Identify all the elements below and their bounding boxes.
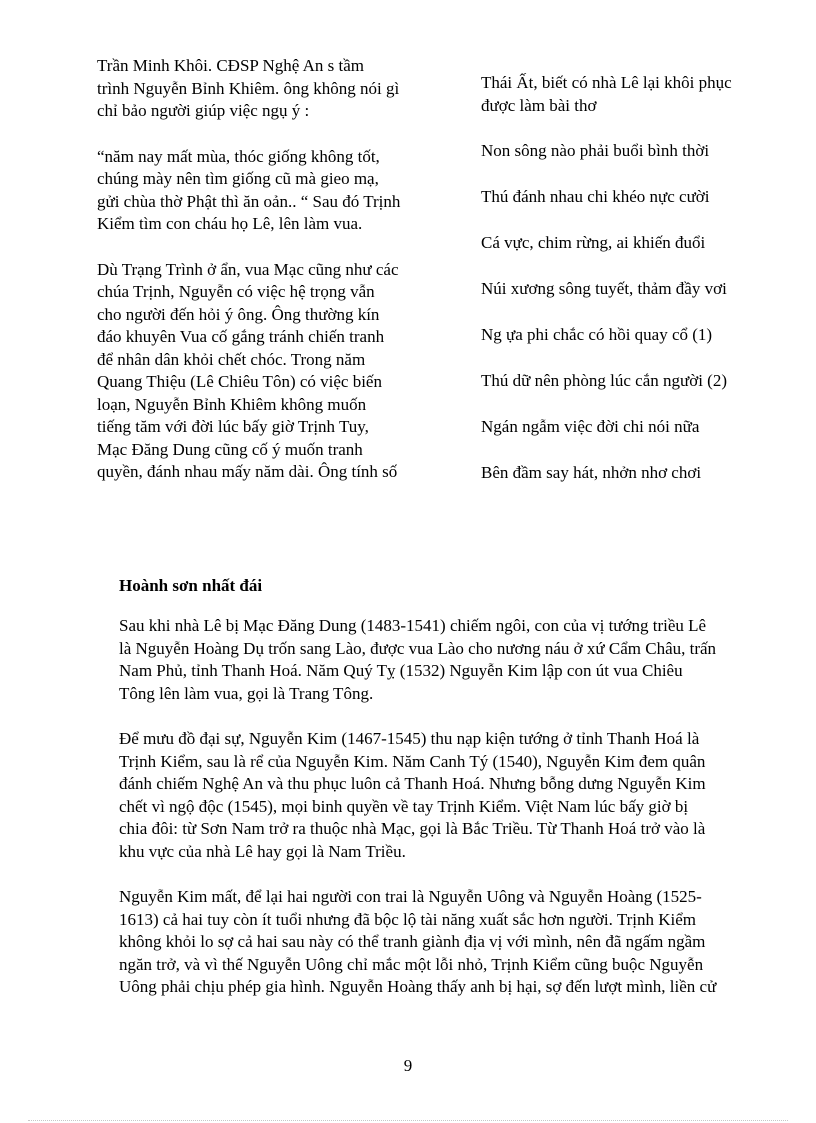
text-line: là Nguyễn Hoàng Dụ trốn sang Lào, được vua Lào cho nương náu ở xứ Cẩm Châu, trấn [119,638,717,658]
text-line: Sau khi nhà Lê bị Mạc Đăng Dung (1483-1541) chiếm ngôi, con của vị tướng triều Lê [119,616,707,635]
text-line: ngăn trở, và vì thế Nguyễn Uông chỉ mắc một lỗi nhỏ, Trịnh Kiểm cũng buộc Nguyễn [119,954,704,974]
left-paragraph-3 [97,259,400,484]
footer-divider [28,1120,788,1121]
section-hoanh-son [119,575,779,1022]
text-line: Kiểm tìm con cháu họ Lê, lên làm vua. [97,214,363,233]
text-line: loạn, Nguyễn Bỉnh Khiêm không muốn [97,394,367,414]
text-line: “năm nay mất mùa, thóc giống không tốt, [97,146,380,166]
text-line: Tông lên làm vua, gọi là Trang Tông. [119,683,374,703]
text-line: Uông phải chịu phép gia hình. Nguyễn Hoàng thấy anh bị hại, sợ đến lượt mình, liền cử [119,977,717,996]
poem-line [481,140,732,163]
poem-line [481,370,732,393]
text-line: Thú dữ nên phòng lúc cắn người (2) [481,370,728,390]
poem-line [481,462,732,485]
text-line: tiếng tăm với đời lúc bấy giờ Trịnh Tuy, [97,417,369,436]
left-column [97,55,400,507]
text-line: chúa Trịnh, Nguyễn có việc hệ trọng vẫn [97,282,375,301]
section-paragraph-1 [119,615,779,705]
text-line: Cá vực, chim rừng, ai khiến đuổi [481,233,706,253]
text-line: cho người đến hỏi ý ông. Ông thường kín [97,304,380,324]
section-paragraph-3 [119,886,779,999]
text-line: đánh chiếm Nghệ An và thu phục luôn cả Thanh Hoá. Nhưng bỗng dưng Nguyễn Kim [119,774,706,793]
text-line: chỉ bảo người giúp việc ngụ ý : [97,101,310,120]
section-heading: Hoành sơn nhất đái [119,576,263,595]
text-line: chia đôi: từ Sơn Nam trở ra thuộc nhà Mạc, gọi là Bắc Triều. Từ Thanh Hoá trở vào là [119,819,706,838]
text-line: đáo khuyên Vua cố gắng tránh chiến tranh [97,327,385,346]
text-line: chết vì ngộ độc (1545), mọi binh quyền về tay Trịnh Kiểm. Việt Nam lúc bấy giờ bị [119,796,689,816]
text-line: không khỏi lo sợ cả hai sau này có thể tranh giành địa vị với mình, nên đã ngấm ngầm [119,932,706,951]
text-line: để nhân dân khỏi chết chóc. Trong năm [97,349,366,369]
text-line: gửi chùa thờ Phật thì ăn oản.. “ Sau đó Trịnh [97,191,401,211]
text-line: khu vực của nhà Lê hay gọi là Nam Triều. [119,841,406,861]
text-line: Quang Thiệu (Lê Chiêu Tôn) có việc biến [97,372,382,391]
poem-line [481,186,732,209]
text-line: Thú đánh nhau chi khéo nực cười [481,187,710,207]
left-paragraph-1 [97,55,400,123]
text-line: Dù Trạng Trình ở ẩn, vua Mạc cũng như các [97,259,399,279]
text-line: quyền, đánh nhau mấy năm dài. Ông tính số [97,462,398,481]
poem-line [481,278,732,301]
poem-line [481,232,732,255]
section-paragraph-2 [119,728,779,863]
text-line: Để mưu đồ đại sự, Nguyễn Kim (1467-1545) thu nạp kiện tướng ở tỉnh Thanh Hoá là [119,729,700,748]
text-line: trình Nguyễn Bỉnh Khiêm. ông không nói gì [97,78,400,98]
poem-line [481,324,732,347]
text-line: Non sông nào phải buổi bình thời [481,141,710,161]
text-line: Ng ựa phi chắc có hồi quay cổ (1) [481,324,713,344]
text-line: được làm bài thơ [481,95,597,115]
poem-intro [481,72,732,117]
text-line: Ngán ngẫm việc đời chi nói nữa [481,416,700,436]
text-line: Trịnh Kiểm, sau là rể của Nguyễn Kim. Năm Canh Tý (1540), Nguyễn Kim đem quân [119,751,706,771]
text-line: chúng mày nên tìm giống cũ mà gieo mạ, [97,169,379,188]
text-line: Trần Minh Khôi. CĐSP Nghệ An s tầm [97,56,364,75]
text-line: Mạc Đăng Dung cũng cố ý muốn tranh [97,439,363,459]
text-line: Nam Phủ, tỉnh Thanh Hoá. Năm Quý Tỵ (1532) Nguyễn Kim lập con út vua Chiêu [119,661,683,680]
poem-line [481,416,732,439]
text-line: 1613) cả hai tuy còn ít tuổi nhưng đã bộc lộ tài năng xuất sắc hơn người. Trịnh Kiểm [119,909,697,929]
right-column-poem [481,72,732,508]
text-line: Bên đầm say hát, nhởn nhơ chơi [481,462,702,482]
left-paragraph-2 [97,146,400,236]
text-line: Nguyễn Kim mất, để lại hai người con trai là Nguyễn Uông và Nguyễn Hoàng (1525- [119,887,702,906]
text-line: Núi xương sông tuyết, thảm đầy vơi [481,279,727,299]
page-number: 9 [403,1056,413,1075]
text-line: Thái Ất, biết có nhà Lê lại khôi phục [481,73,732,92]
